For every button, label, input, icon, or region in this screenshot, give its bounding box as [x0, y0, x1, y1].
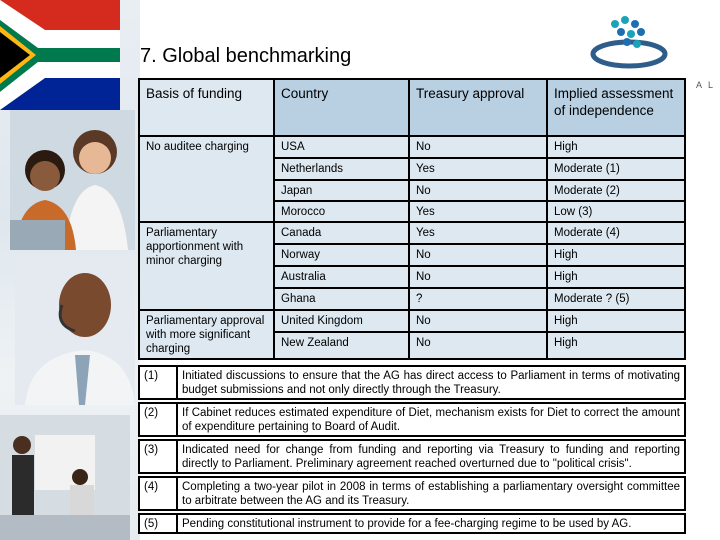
auditor-general-logo [585, 12, 673, 74]
footnote-number: (4) [140, 478, 176, 509]
footnote-number: (2) [140, 404, 176, 435]
footnote-item [138, 365, 686, 400]
header-implied-independence: Implied assessment of independence [548, 80, 684, 135]
row-independence: High [548, 267, 684, 287]
row-independence: High [548, 137, 684, 157]
group-parliamentary-apportionment: Parliamentary apportionment with minor charging [140, 223, 273, 309]
benchmark-table [138, 78, 686, 360]
south-africa-flag-image [0, 0, 120, 110]
row-independence: High [548, 245, 684, 265]
row-treasury: Yes [410, 159, 546, 179]
footnote-text: Initiated discussions to ensure that the AG has direct access to Parliament in terms of motivating budget submissions and not only directly through the Treasury. [178, 367, 684, 398]
footnote-text: Pending constitutional instrument to provide for a fee-charging regime to be used by AG. [178, 515, 684, 532]
header-country: Country [275, 80, 408, 135]
row-independence: Moderate (2) [548, 181, 684, 200]
footnote-number: (1) [140, 367, 176, 398]
row-treasury: No [410, 181, 546, 200]
row-country: Canada [275, 223, 408, 243]
row-country: Morocco [275, 202, 408, 221]
logo-edge-text: A L [696, 80, 716, 90]
row-treasury: Yes [410, 223, 546, 243]
row-treasury: ? [410, 289, 546, 309]
row-country: Norway [275, 245, 408, 265]
row-country: Ghana [275, 289, 408, 309]
row-independence: High [548, 333, 684, 358]
footnote-item [138, 513, 686, 534]
page-title: 7. Global benchmarking [140, 45, 352, 67]
footnote-number: (3) [140, 441, 176, 472]
footnote-text: Completing a two-year pilot in 2008 in terms of establishing a parliamentary oversight committee to arbitrate between the AG and its Treasury. [178, 478, 684, 509]
footnote-item [138, 439, 686, 474]
header-treasury-approval: Treasury approval [410, 80, 546, 135]
row-treasury: No [410, 245, 546, 265]
row-treasury: No [410, 267, 546, 287]
row-treasury: Yes [410, 202, 546, 221]
footnote-number: (5) [140, 515, 176, 532]
row-treasury: No [410, 137, 546, 157]
row-treasury: No [410, 333, 546, 358]
row-independence: Moderate (4) [548, 223, 684, 243]
row-country: New Zealand [275, 333, 408, 358]
row-country: United Kingdom [275, 311, 408, 331]
smiling-women-photo [10, 110, 135, 250]
row-independence: Low (3) [548, 202, 684, 221]
footnote-item [138, 476, 686, 511]
group-parliamentary-approval: Parliamentary approval with more significant charging [140, 311, 273, 358]
row-independence: High [548, 311, 684, 331]
office-workers-photo [0, 415, 130, 540]
footnote-text: If Cabinet reduces estimated expenditure of Diet, mechanism exists for Diet to correct the amount of expenditure pertaining to Board of Audit. [178, 404, 684, 435]
row-country: Australia [275, 267, 408, 287]
row-country: USA [275, 137, 408, 157]
decorative-photo-strip [0, 0, 140, 540]
row-country: Netherlands [275, 159, 408, 179]
row-treasury: No [410, 311, 546, 331]
footnote-item [138, 402, 686, 437]
row-independence: Moderate (1) [548, 159, 684, 179]
man-with-headset-photo [15, 255, 135, 405]
footnote-text: Indicated need for change from funding and reporting via Treasury to funding and reporting directly to Parliament. Preliminary agreement reached overturned due to "political crisis". [178, 441, 684, 472]
header-basis-of-funding: Basis of funding [140, 80, 273, 135]
group-no-auditee-charging: No auditee charging [140, 137, 273, 221]
row-independence: Moderate ? (5) [548, 289, 684, 309]
row-country: Japan [275, 181, 408, 200]
